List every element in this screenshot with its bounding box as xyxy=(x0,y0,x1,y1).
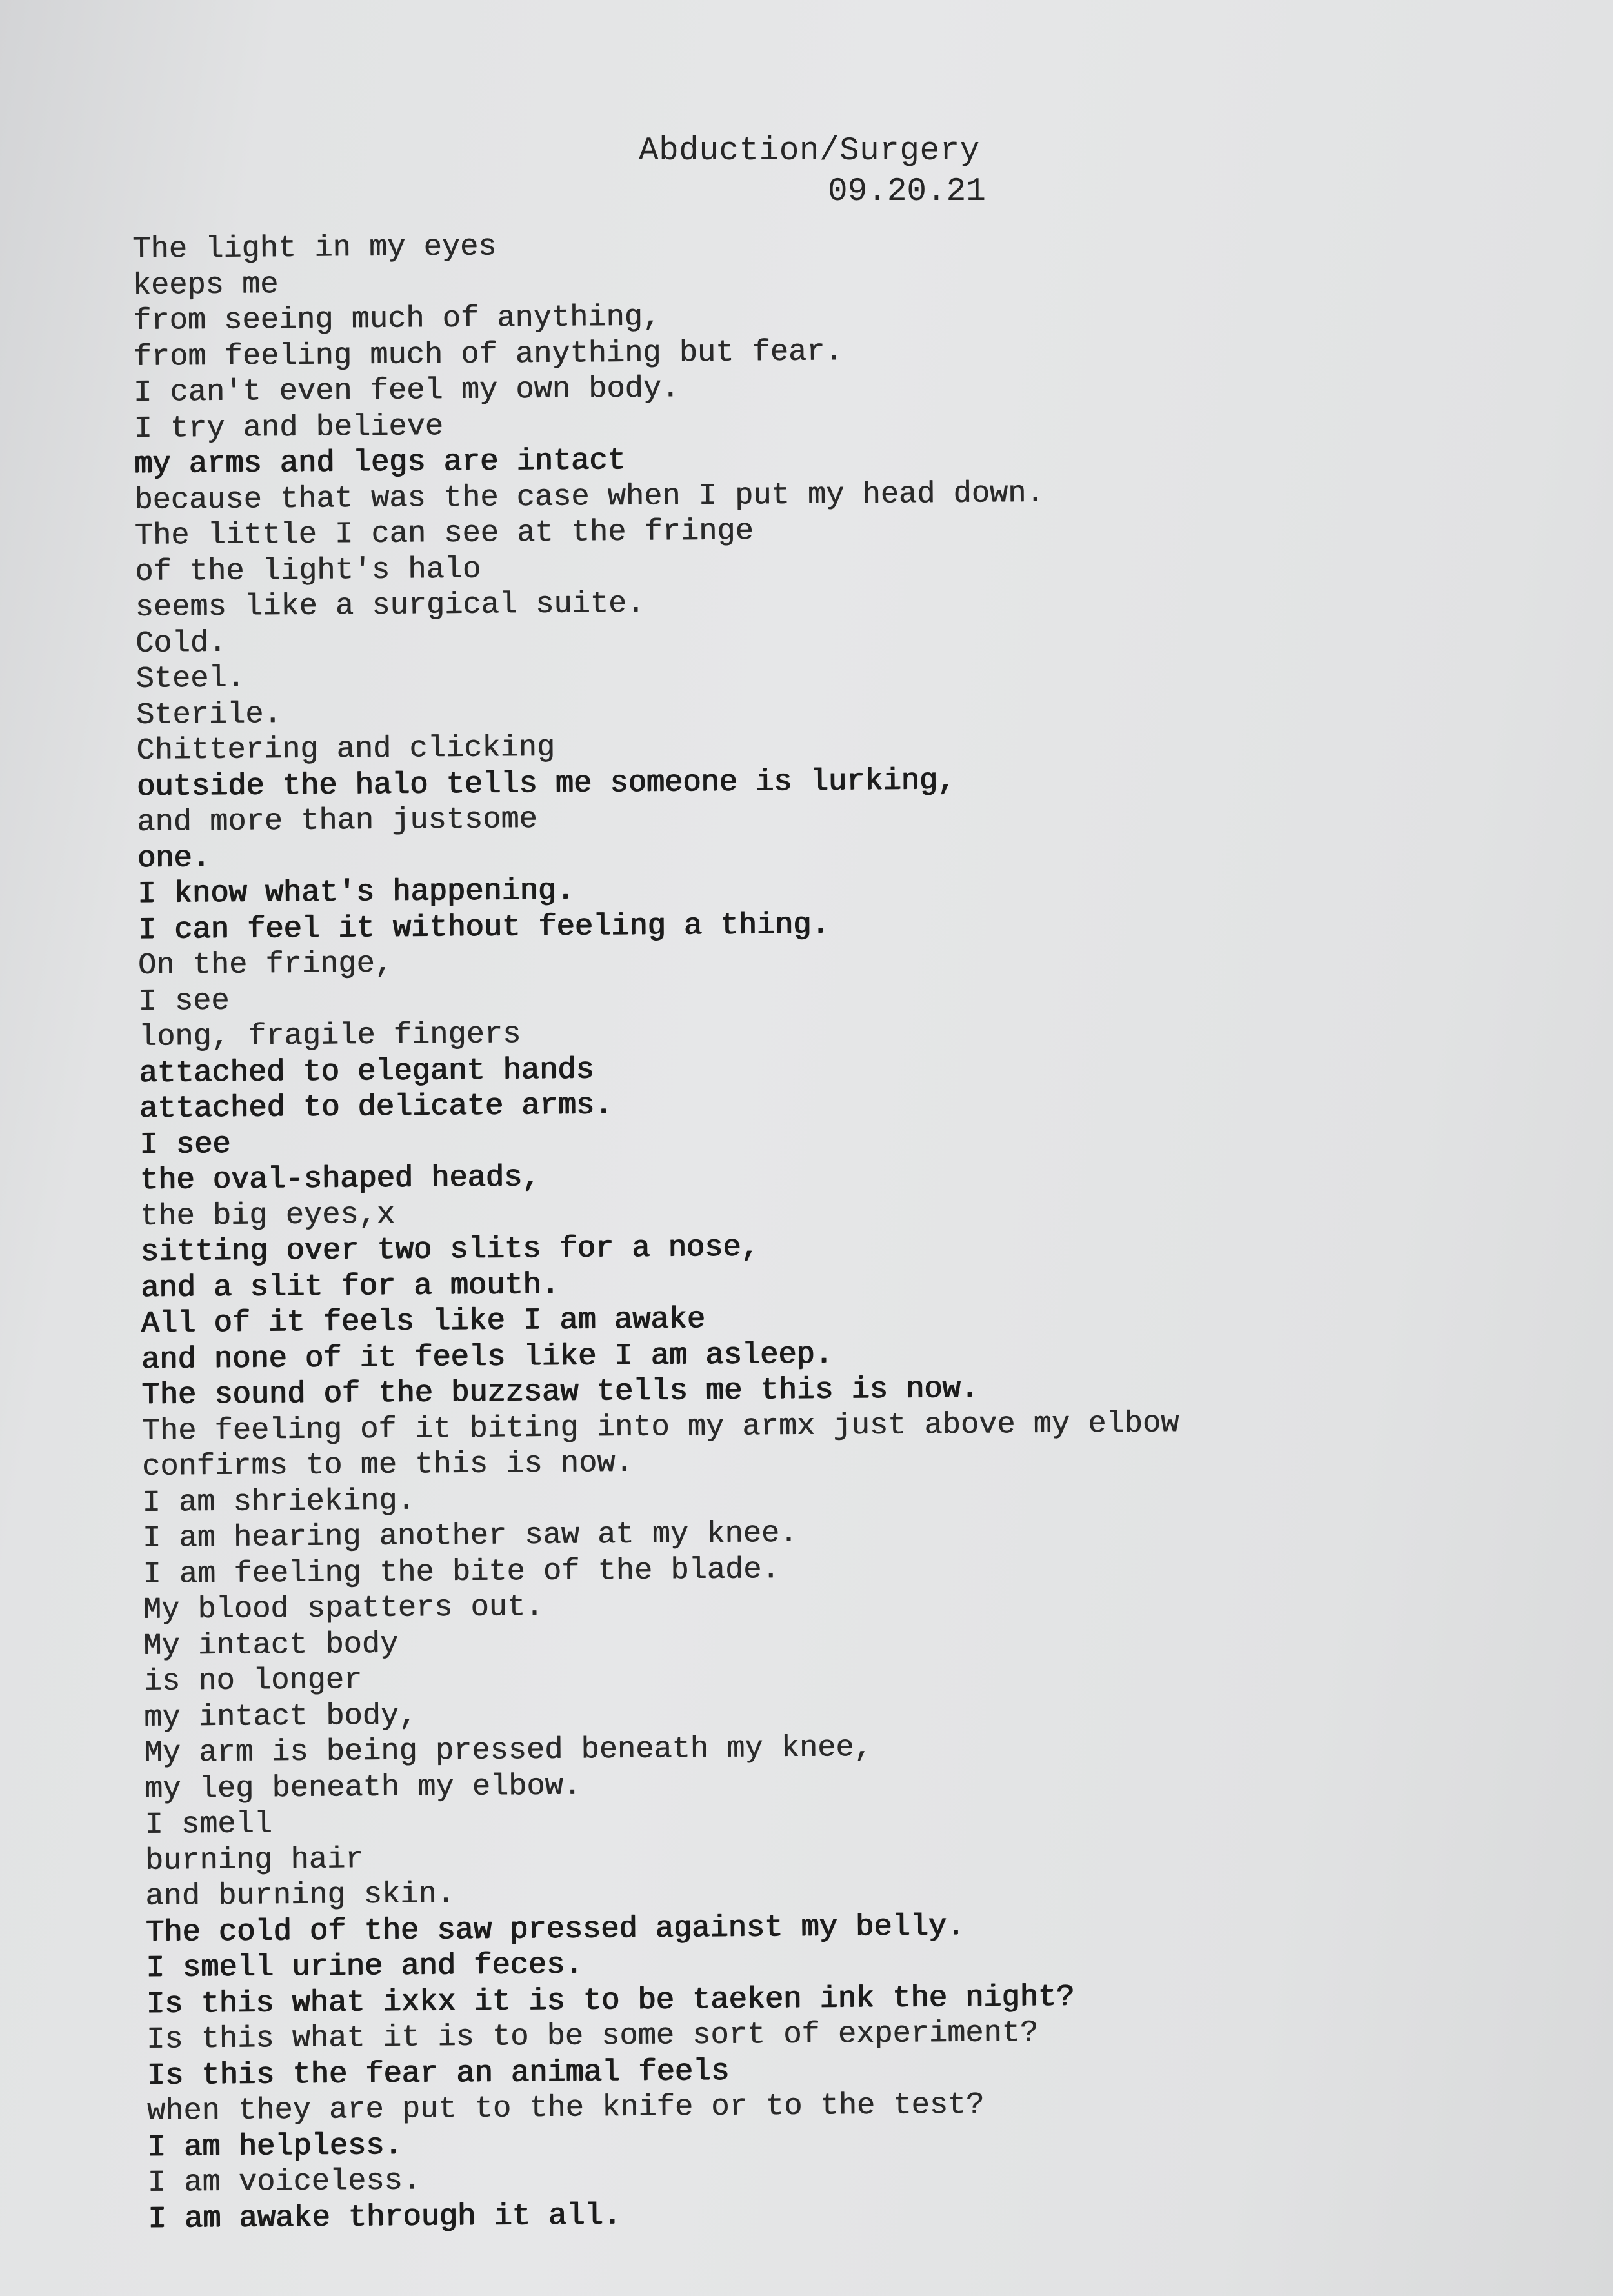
poem-line: The light in my eyes xyxy=(132,230,497,267)
poem-line: seems like a surgical suite. xyxy=(135,586,645,625)
poem-line: I am helpless. xyxy=(147,2128,403,2165)
poem-line: and none of it feels like I am asleep. xyxy=(141,1337,833,1377)
poem-line: My blood spatters out. xyxy=(143,1590,544,1628)
poem-line: from seeing much of anything, xyxy=(132,300,661,339)
poem-line: long, fragile fingers xyxy=(138,1017,521,1055)
poem-line: The feeling of it biting into my armx just above my elbow xyxy=(141,1406,1179,1449)
poem-line: and burning skin. xyxy=(145,1877,455,1914)
poem-line: The cold of the saw pressed against my belly. xyxy=(145,1909,965,1950)
poem-line: because that was the case when I put my head down. xyxy=(134,476,1045,518)
poem-line: Chittering and clicking xyxy=(136,730,556,768)
poem-title: Abduction/Surgery xyxy=(639,133,980,170)
poem-line: attached to delicate arms. xyxy=(139,1088,613,1126)
poem-line: Cold. xyxy=(135,626,227,661)
poem-line: Is this what ixkx it is to be taeken ink the night? xyxy=(146,1980,1075,2022)
poem-line: the big eyes,x xyxy=(139,1197,396,1234)
poem-date: 09.20.21 xyxy=(828,174,986,210)
poem-line: from feeling much of anything but fear. xyxy=(133,334,843,375)
poem-line: is no longer xyxy=(143,1663,363,1699)
poem-line: I am hearing another saw at my knee. xyxy=(142,1516,798,1556)
poem-line: I can feel it without feeling a thing. xyxy=(137,908,830,948)
poem-line: and a slit for a mouth. xyxy=(140,1268,559,1306)
poem-line: keeps me xyxy=(132,267,279,303)
poem-line: I see xyxy=(139,1127,231,1163)
poem-body xyxy=(132,221,1567,2237)
poem-line: and more than justsome xyxy=(136,803,537,840)
poem-line: outside the halo tells me someone is lurking, xyxy=(136,763,956,804)
poem-line: attached to elegant hands xyxy=(139,1052,594,1091)
poem-line: my leg beneath my elbow. xyxy=(144,1769,582,1807)
poem-line: sitting over two slits for a nose, xyxy=(140,1230,759,1270)
poem-line: The sound of the buzzsaw tells me this is now. xyxy=(141,1372,979,1413)
poem-line: Is this the fear an animal feels xyxy=(146,2054,730,2093)
poem-line: My intact body xyxy=(143,1627,399,1664)
poem-line: my arms and legs are intact xyxy=(134,444,626,482)
poem-line: My arm is being pressed beneath my knee, xyxy=(144,1731,872,1771)
poem-line: my intact body, xyxy=(143,1699,417,1735)
poem-line: I am feeling the bite of the blade. xyxy=(143,1552,780,1592)
poem-line: I am awake through it all. xyxy=(147,2198,621,2237)
poem-line: Sterile. xyxy=(135,697,282,733)
poem-line: I try and believe xyxy=(134,409,444,446)
poem-line: of the light's halo xyxy=(134,552,481,590)
poem-line: The little I can see at the fringe xyxy=(134,514,754,554)
poem-line: I smell xyxy=(145,1807,273,1842)
poem-line: when they are put to the knife or to the test? xyxy=(146,2088,985,2129)
poem-line: Steel. xyxy=(135,661,245,697)
poem-line: confirms to me this is now. xyxy=(141,1446,634,1484)
poem-line: burning hair xyxy=(145,1842,364,1879)
poem-line: I am shrieking. xyxy=(142,1484,416,1521)
poem-line: I know what's happening. xyxy=(137,873,575,912)
poem-line: Is this what it is to be some sort of experiment? xyxy=(146,2016,1039,2057)
poem-line: the oval-shaped heads, xyxy=(139,1161,541,1198)
poem-line: I can't even feel my own body. xyxy=(133,372,680,410)
poem-line: On the fringe, xyxy=(137,946,394,983)
poem-line: I smell urine and feces. xyxy=(145,1948,583,1986)
poem-line: I am voiceless. xyxy=(147,2164,421,2201)
poem-line: I see xyxy=(138,984,230,1019)
poem-line: one. xyxy=(137,841,210,876)
poem-line: All of it feels like I am awake xyxy=(141,1303,705,1341)
